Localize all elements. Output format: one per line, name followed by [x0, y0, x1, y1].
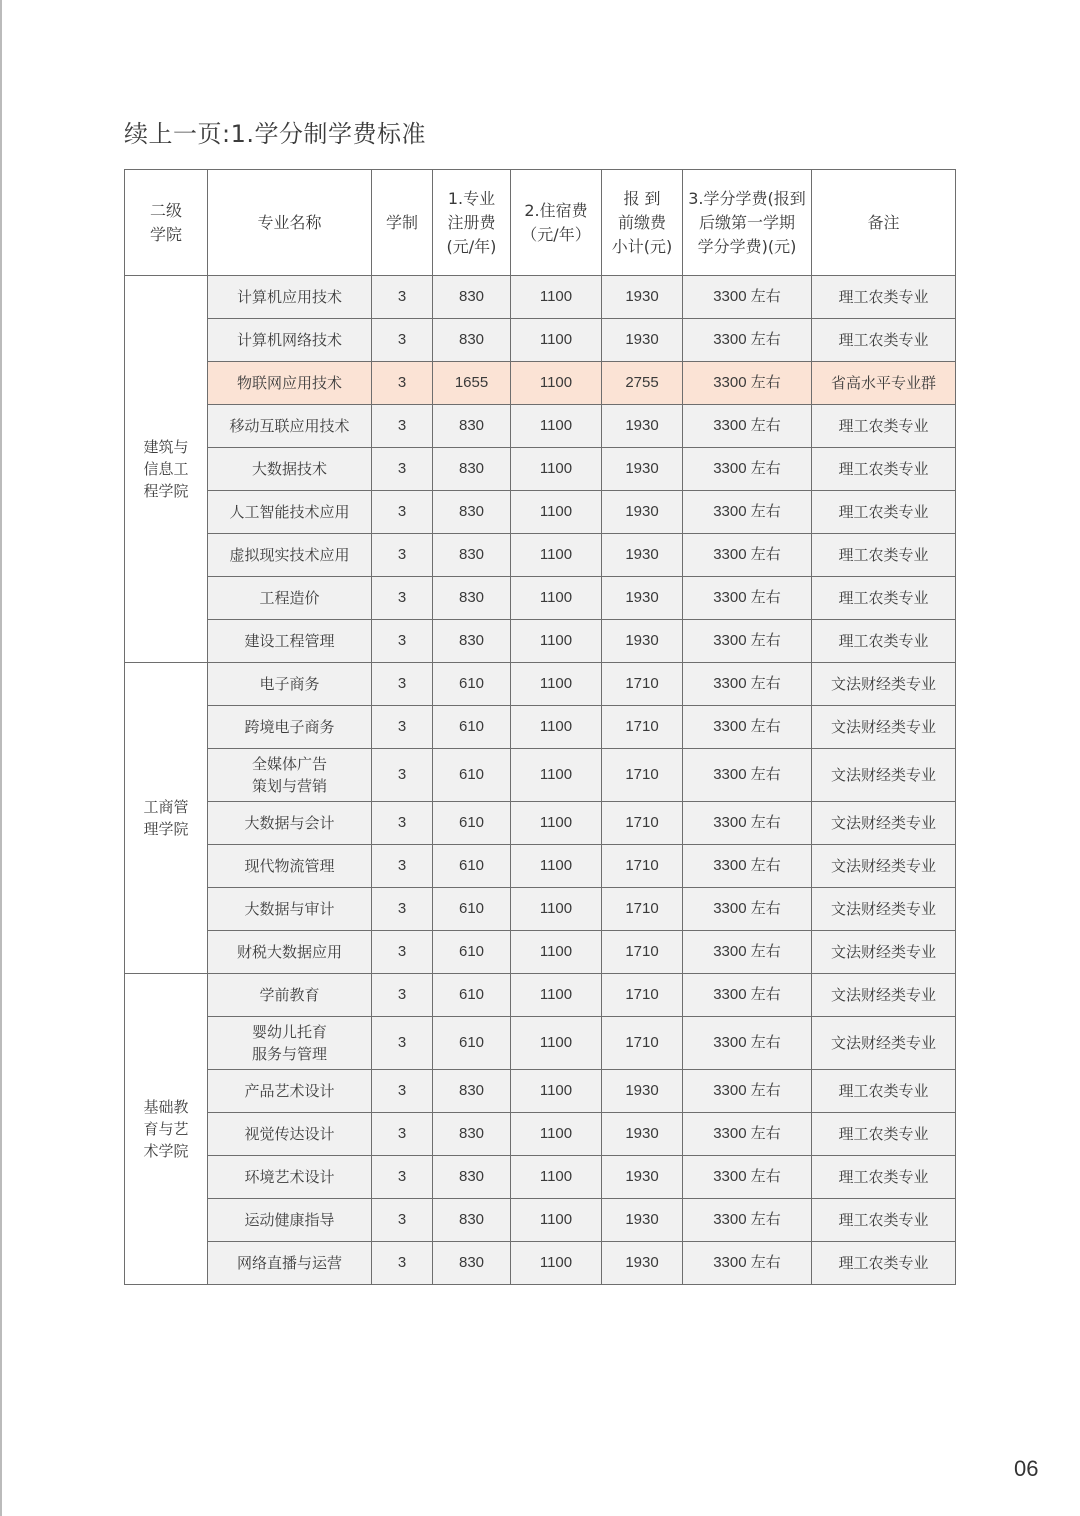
registration-fee-cell: 610 [433, 931, 511, 974]
registration-fee-cell: 830 [433, 577, 511, 620]
years-cell: 3 [372, 1070, 433, 1113]
credit-fee-cell: 3300 左右 [683, 577, 812, 620]
registration-fee-cell: 830 [433, 1113, 511, 1156]
subtotal-cell: 1930 [602, 1070, 683, 1113]
table-row [125, 802, 956, 845]
major-name-cell: 婴幼儿托育 服务与管理 [208, 1017, 372, 1070]
major-name-cell: 视觉传达设计 [208, 1113, 372, 1156]
subtotal-cell: 1710 [602, 663, 683, 706]
major-name-cell: 学前教育 [208, 974, 372, 1017]
note-cell: 理工农类专业 [812, 1156, 956, 1199]
dorm-fee-cell: 1100 [511, 577, 602, 620]
years-cell: 3 [372, 1242, 433, 1285]
college-cell: 基础教 育与艺 术学院 [125, 974, 208, 1285]
dorm-fee-cell: 1100 [511, 1017, 602, 1070]
table-row [125, 663, 956, 706]
registration-fee-cell: 610 [433, 1017, 511, 1070]
table-row [125, 319, 956, 362]
subtotal-cell: 1930 [602, 534, 683, 577]
dorm-fee-cell: 1100 [511, 1113, 602, 1156]
note-cell: 理工农类专业 [812, 1070, 956, 1113]
note-cell: 文法财经类专业 [812, 974, 956, 1017]
subtotal-cell: 1930 [602, 448, 683, 491]
table-row [125, 1156, 956, 1199]
dorm-fee-cell: 1100 [511, 663, 602, 706]
subtotal-cell: 1710 [602, 749, 683, 802]
credit-fee-cell: 3300 左右 [683, 1242, 812, 1285]
subtotal-cell: 1930 [602, 405, 683, 448]
major-name-cell: 移动互联应用技术 [208, 405, 372, 448]
years-cell: 3 [372, 491, 433, 534]
subtotal-cell: 1710 [602, 974, 683, 1017]
registration-fee-cell: 610 [433, 974, 511, 1017]
registration-fee-cell: 830 [433, 319, 511, 362]
subtotal-cell: 1930 [602, 1113, 683, 1156]
note-cell: 理工农类专业 [812, 276, 956, 319]
note-cell: 文法财经类专业 [812, 663, 956, 706]
note-cell: 文法财经类专业 [812, 931, 956, 974]
note-cell: 理工农类专业 [812, 620, 956, 663]
registration-fee-cell: 830 [433, 405, 511, 448]
years-cell: 3 [372, 706, 433, 749]
tuition-table [124, 169, 956, 1285]
major-name-cell: 运动健康指导 [208, 1199, 372, 1242]
header-dorm-fee: 2.住宿费 （元/年） [511, 170, 602, 276]
note-cell: 理工农类专业 [812, 448, 956, 491]
years-cell: 3 [372, 1113, 433, 1156]
registration-fee-cell: 830 [433, 1156, 511, 1199]
credit-fee-cell: 3300 左右 [683, 276, 812, 319]
major-name-cell: 财税大数据应用 [208, 931, 372, 974]
dorm-fee-cell: 1100 [511, 1199, 602, 1242]
major-name-cell: 虚拟现实技术应用 [208, 534, 372, 577]
registration-fee-cell: 1655 [433, 362, 511, 405]
dorm-fee-cell: 1100 [511, 491, 602, 534]
years-cell: 3 [372, 888, 433, 931]
major-name-cell: 环境艺术设计 [208, 1156, 372, 1199]
subtotal-cell: 1930 [602, 1156, 683, 1199]
table-row [125, 749, 956, 802]
registration-fee-cell: 830 [433, 1242, 511, 1285]
credit-fee-cell: 3300 左右 [683, 1156, 812, 1199]
dorm-fee-cell: 1100 [511, 319, 602, 362]
registration-fee-cell: 610 [433, 706, 511, 749]
major-name-cell: 现代物流管理 [208, 845, 372, 888]
page-number: 06 [1014, 1456, 1039, 1481]
credit-fee-cell: 3300 左右 [683, 620, 812, 663]
table-row [125, 362, 956, 405]
credit-fee-cell: 3300 左右 [683, 706, 812, 749]
subtotal-cell: 1710 [602, 845, 683, 888]
credit-fee-cell: 3300 左右 [683, 1070, 812, 1113]
note-cell: 理工农类专业 [812, 1113, 956, 1156]
subtotal-cell: 1930 [602, 1199, 683, 1242]
note-cell: 文法财经类专业 [812, 1017, 956, 1070]
note-cell: 文法财经类专业 [812, 749, 956, 802]
table-row [125, 620, 956, 663]
page-edge [0, 0, 2, 1516]
subtotal-cell: 1930 [602, 491, 683, 534]
dorm-fee-cell: 1100 [511, 620, 602, 663]
dorm-fee-cell: 1100 [511, 706, 602, 749]
subtotal-cell: 1710 [602, 802, 683, 845]
subtotal-cell: 1930 [602, 1242, 683, 1285]
subtotal-cell: 1710 [602, 1017, 683, 1070]
header-major: 专业名称 [208, 170, 372, 276]
note-cell: 理工农类专业 [812, 491, 956, 534]
table-row [125, 931, 956, 974]
years-cell: 3 [372, 974, 433, 1017]
dorm-fee-cell: 1100 [511, 845, 602, 888]
dorm-fee-cell: 1100 [511, 1070, 602, 1113]
college-cell: 工商管 理学院 [125, 663, 208, 974]
dorm-fee-cell: 1100 [511, 1156, 602, 1199]
note-cell: 文法财经类专业 [812, 802, 956, 845]
credit-fee-cell: 3300 左右 [683, 749, 812, 802]
header-years: 学制 [372, 170, 433, 276]
credit-fee-cell: 3300 左右 [683, 888, 812, 931]
dorm-fee-cell: 1100 [511, 802, 602, 845]
dorm-fee-cell: 1100 [511, 974, 602, 1017]
note-cell: 理工农类专业 [812, 319, 956, 362]
registration-fee-cell: 610 [433, 749, 511, 802]
table-row [125, 1242, 956, 1285]
major-name-cell: 物联网应用技术 [208, 362, 372, 405]
major-name-cell: 大数据与会计 [208, 802, 372, 845]
header-college: 二级 学院 [125, 170, 208, 276]
college-cell: 建筑与 信息工 程学院 [125, 276, 208, 663]
credit-fee-cell: 3300 左右 [683, 802, 812, 845]
note-cell: 理工农类专业 [812, 405, 956, 448]
table-row [125, 491, 956, 534]
years-cell: 3 [372, 845, 433, 888]
registration-fee-cell: 830 [433, 448, 511, 491]
credit-fee-cell: 3300 左右 [683, 845, 812, 888]
major-name-cell: 跨境电子商务 [208, 706, 372, 749]
header-note: 备注 [812, 170, 956, 276]
note-cell: 理工农类专业 [812, 1199, 956, 1242]
note-cell: 文法财经类专业 [812, 888, 956, 931]
note-cell: 理工农类专业 [812, 1242, 956, 1285]
credit-fee-cell: 3300 左右 [683, 1017, 812, 1070]
note-cell: 文法财经类专业 [812, 845, 956, 888]
table-row [125, 888, 956, 931]
credit-fee-cell: 3300 左右 [683, 405, 812, 448]
table-row [125, 1017, 956, 1070]
subtotal-cell: 2755 [602, 362, 683, 405]
major-name-cell: 全媒体广告 策划与营销 [208, 749, 372, 802]
years-cell: 3 [372, 663, 433, 706]
dorm-fee-cell: 1100 [511, 534, 602, 577]
major-name-cell: 产品艺术设计 [208, 1070, 372, 1113]
major-name-cell: 建设工程管理 [208, 620, 372, 663]
registration-fee-cell: 610 [433, 888, 511, 931]
table-row [125, 1070, 956, 1113]
credit-fee-cell: 3300 左右 [683, 534, 812, 577]
registration-fee-cell: 610 [433, 845, 511, 888]
years-cell: 3 [372, 1199, 433, 1242]
subtotal-cell: 1710 [602, 888, 683, 931]
table-row [125, 1113, 956, 1156]
table-row [125, 276, 956, 319]
years-cell: 3 [372, 534, 433, 577]
table-row [125, 405, 956, 448]
note-cell: 省高水平专业群 [812, 362, 956, 405]
table-row [125, 845, 956, 888]
table-row [125, 706, 956, 749]
major-name-cell: 电子商务 [208, 663, 372, 706]
dorm-fee-cell: 1100 [511, 888, 602, 931]
major-name-cell: 人工智能技术应用 [208, 491, 372, 534]
credit-fee-cell: 3300 左右 [683, 663, 812, 706]
registration-fee-cell: 830 [433, 620, 511, 663]
header-row [125, 170, 956, 276]
credit-fee-cell: 3300 左右 [683, 362, 812, 405]
dorm-fee-cell: 1100 [511, 1242, 602, 1285]
major-name-cell: 计算机应用技术 [208, 276, 372, 319]
years-cell: 3 [372, 620, 433, 663]
table-row [125, 1199, 956, 1242]
table-row [125, 448, 956, 491]
dorm-fee-cell: 1100 [511, 931, 602, 974]
years-cell: 3 [372, 577, 433, 620]
years-cell: 3 [372, 749, 433, 802]
registration-fee-cell: 830 [433, 491, 511, 534]
credit-fee-cell: 3300 左右 [683, 448, 812, 491]
major-name-cell: 计算机网络技术 [208, 319, 372, 362]
credit-fee-cell: 3300 左右 [683, 319, 812, 362]
years-cell: 3 [372, 1017, 433, 1070]
years-cell: 3 [372, 448, 433, 491]
note-cell: 文法财经类专业 [812, 706, 956, 749]
page-title: 续上一页:1.学分制学费标准 [124, 120, 426, 148]
major-name-cell: 工程造价 [208, 577, 372, 620]
subtotal-cell: 1930 [602, 620, 683, 663]
registration-fee-cell: 830 [433, 1199, 511, 1242]
credit-fee-cell: 3300 左右 [683, 1199, 812, 1242]
registration-fee-cell: 610 [433, 802, 511, 845]
years-cell: 3 [372, 1156, 433, 1199]
credit-fee-cell: 3300 左右 [683, 1113, 812, 1156]
subtotal-cell: 1710 [602, 931, 683, 974]
major-name-cell: 网络直播与运营 [208, 1242, 372, 1285]
table-row [125, 534, 956, 577]
registration-fee-cell: 830 [433, 1070, 511, 1113]
dorm-fee-cell: 1100 [511, 276, 602, 319]
credit-fee-cell: 3300 左右 [683, 491, 812, 534]
years-cell: 3 [372, 362, 433, 405]
table-row [125, 577, 956, 620]
years-cell: 3 [372, 802, 433, 845]
years-cell: 3 [372, 405, 433, 448]
header-credit-fee: 3.学分学费(报到 后缴第一学期 学分学费)(元) [683, 170, 812, 276]
subtotal-cell: 1930 [602, 577, 683, 620]
table-row [125, 974, 956, 1017]
credit-fee-cell: 3300 左右 [683, 931, 812, 974]
header-registration-fee: 1.专业 注册费 (元/年) [433, 170, 511, 276]
years-cell: 3 [372, 276, 433, 319]
dorm-fee-cell: 1100 [511, 749, 602, 802]
registration-fee-cell: 610 [433, 663, 511, 706]
years-cell: 3 [372, 319, 433, 362]
registration-fee-cell: 830 [433, 534, 511, 577]
dorm-fee-cell: 1100 [511, 405, 602, 448]
subtotal-cell: 1710 [602, 706, 683, 749]
subtotal-cell: 1930 [602, 276, 683, 319]
dorm-fee-cell: 1100 [511, 362, 602, 405]
years-cell: 3 [372, 931, 433, 974]
note-cell: 理工农类专业 [812, 577, 956, 620]
subtotal-cell: 1930 [602, 319, 683, 362]
note-cell: 理工农类专业 [812, 534, 956, 577]
dorm-fee-cell: 1100 [511, 448, 602, 491]
registration-fee-cell: 830 [433, 276, 511, 319]
header-subtotal: 报 到 前缴费 小计(元) [602, 170, 683, 276]
major-name-cell: 大数据与审计 [208, 888, 372, 931]
credit-fee-cell: 3300 左右 [683, 974, 812, 1017]
major-name-cell: 大数据技术 [208, 448, 372, 491]
